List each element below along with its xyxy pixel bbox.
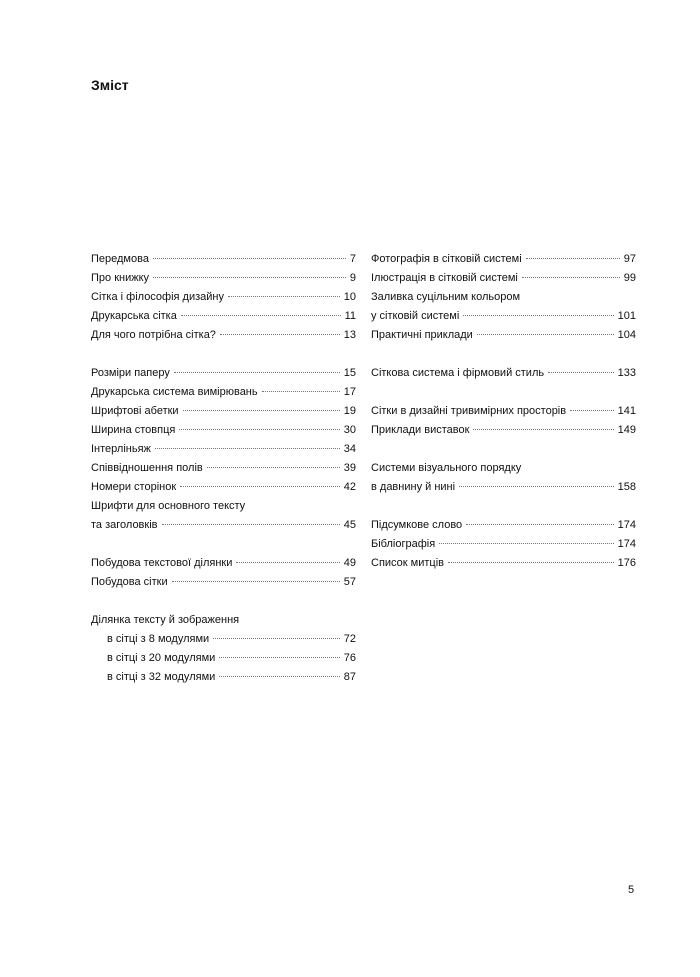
toc-dot-leader [463, 315, 613, 316]
toc-entry [371, 250, 636, 269]
toc-entry [91, 440, 356, 459]
toc-entry [91, 250, 356, 269]
toc-dot-leader [262, 391, 340, 392]
toc-entry-title: Друкарська система вимірювань [91, 386, 258, 398]
toc-dot-leader [219, 676, 339, 677]
toc-entry [91, 326, 356, 345]
toc-dot-leader [448, 562, 614, 563]
toc-dot-leader [213, 638, 340, 639]
toc-entry [371, 402, 636, 421]
toc-entry [91, 364, 356, 383]
toc-entry [371, 516, 636, 535]
toc-entry-title: Фотографія в сітковій системі [371, 253, 522, 265]
toc-entry-page: 72 [343, 633, 356, 645]
toc-entry [91, 649, 356, 668]
toc-entry-title: в сітці з 32 модулями [107, 671, 216, 683]
toc-entry-title: Передмова [91, 253, 149, 265]
toc-entry-title: Приклади виставок [371, 424, 470, 436]
toc-entry-page: 87 [343, 671, 356, 683]
toc-entry-page: 97 [623, 253, 636, 265]
page-number: 5 [628, 884, 635, 896]
toc-entry [371, 307, 636, 326]
toc-entry-title: Ділянка тексту й зображення [91, 614, 240, 626]
page-title: Зміст [91, 77, 129, 93]
toc-dot-leader [207, 467, 340, 468]
toc-entry-page: 76 [343, 652, 356, 664]
toc-dot-leader [548, 372, 614, 373]
toc-entry-page: 158 [617, 481, 636, 493]
toc-dot-leader [459, 486, 614, 487]
toc-entry-page: 39 [343, 462, 356, 474]
toc-entry-page: 19 [343, 405, 356, 417]
toc-entry [371, 554, 636, 573]
toc-entry-page: 17 [343, 386, 356, 398]
toc-dot-leader [477, 334, 614, 335]
toc-entry [371, 269, 636, 288]
toc-entry [91, 307, 356, 326]
toc-dot-leader [181, 315, 341, 316]
toc-entry-page: 141 [617, 405, 636, 417]
toc-entry-page: 9 [349, 272, 356, 284]
toc-entry [91, 516, 356, 535]
toc-entry [91, 383, 356, 402]
toc-entry-title: в сітці з 20 модулями [107, 652, 216, 664]
toc-entry-title: Список митців [371, 557, 444, 569]
toc-entry-title: Заливка суцільним кольором [371, 291, 521, 303]
toc-dot-leader [526, 258, 620, 259]
toc-entry-page: 7 [349, 253, 356, 265]
toc-entry-title: у сітковій системі [371, 310, 460, 322]
toc-entry-title: Бібліографія [371, 538, 436, 550]
toc-entry-title: Шрифти для основного тексту [91, 500, 246, 512]
toc-entry-title: Розміри паперу [91, 367, 170, 379]
toc-entry [371, 326, 636, 345]
toc-entry-page: 101 [617, 310, 636, 322]
toc-entry-title: Побудова сітки [91, 576, 168, 588]
toc-entry [91, 402, 356, 421]
toc-right-column [371, 250, 636, 573]
toc-dot-leader [153, 258, 346, 259]
toc-entry-title: та заголовків [91, 519, 158, 531]
toc-entry [371, 478, 636, 497]
toc-entry-title: Системи візуального порядку [371, 462, 522, 474]
toc-entry [91, 630, 356, 649]
toc-entry-title: Друкарська сітка [91, 310, 177, 322]
toc-entry [91, 421, 356, 440]
toc-entry-page: 57 [343, 576, 356, 588]
toc-entry-title: Сітка і філософія дизайну [91, 291, 224, 303]
toc-entry [91, 459, 356, 478]
toc-dot-leader [153, 277, 346, 278]
toc-entry-page: 11 [344, 310, 356, 322]
toc-left-column [91, 250, 356, 687]
toc-entry [91, 573, 356, 592]
toc-entry [371, 288, 636, 307]
toc-entry-title: Про книжку [91, 272, 150, 284]
toc-dot-leader [155, 448, 340, 449]
toc-entry [91, 269, 356, 288]
toc-dot-leader [473, 429, 613, 430]
toc-entry-page: 13 [343, 329, 356, 341]
toc-entry-title: Практичні приклади [371, 329, 473, 341]
toc-dot-leader [228, 296, 340, 297]
toc-entry-title: Ілюстрація в сітковій системі [371, 272, 518, 284]
toc-dot-leader [162, 524, 340, 525]
toc-dot-leader [522, 277, 620, 278]
toc-entry [91, 668, 356, 687]
toc-entry [371, 364, 636, 383]
toc-entry-page: 104 [617, 329, 636, 341]
toc-dot-leader [174, 372, 340, 373]
toc-entry [91, 497, 356, 516]
toc-entry-page: 133 [617, 367, 636, 379]
toc-entry [91, 288, 356, 307]
toc-dot-leader [466, 524, 613, 525]
toc-dot-leader [180, 486, 340, 487]
toc-dot-leader [219, 657, 339, 658]
toc-dot-leader [183, 410, 340, 411]
toc-entry-title: Ширина стовпця [91, 424, 176, 436]
toc-entry-page: 49 [343, 557, 356, 569]
toc-entry [371, 535, 636, 554]
toc-entry-page: 34 [343, 443, 356, 455]
toc-entry-page: 30 [343, 424, 356, 436]
toc-dot-leader [220, 334, 340, 335]
toc-entry [371, 459, 636, 478]
toc-entry-page: 99 [623, 272, 636, 284]
toc-entry-title: Номери сторінок [91, 481, 177, 493]
toc-entry-title: Побудова текстової ділянки [91, 557, 233, 569]
toc-entry-page: 174 [617, 538, 636, 550]
toc-entry [371, 421, 636, 440]
toc-dot-leader [570, 410, 614, 411]
toc-entry-title: в сітці з 8 модулями [107, 633, 210, 645]
toc-entry-title: Підсумкове слово [371, 519, 463, 531]
toc-entry-title: Сіткова система і фірмовий стиль [371, 367, 545, 379]
toc-entry-page: 174 [617, 519, 636, 531]
toc-entry [91, 554, 356, 573]
toc-entry-title: Інтерліньяж [91, 443, 151, 455]
toc-dot-leader [236, 562, 339, 563]
toc-entry-title: Співвідношення полів [91, 462, 203, 474]
toc-entry-title: Сітки в дизайні тривимірних просторів [371, 405, 567, 417]
toc-entry-title: Для чого потрібна сітка? [91, 329, 216, 341]
toc-entry-page: 10 [343, 291, 356, 303]
toc-entry-title: Шрифтові абетки [91, 405, 179, 417]
toc-entry-page: 176 [617, 557, 636, 569]
toc-entry-page: 149 [617, 424, 636, 436]
toc-dot-leader [179, 429, 339, 430]
toc-entry-page: 42 [343, 481, 356, 493]
toc-dot-leader [172, 581, 340, 582]
toc-entry [91, 478, 356, 497]
toc-entry [91, 611, 356, 630]
toc-entry-title: в давнину й нині [371, 481, 456, 493]
toc-dot-leader [439, 543, 613, 544]
toc-entry-page: 15 [343, 367, 356, 379]
toc-entry-page: 45 [343, 519, 356, 531]
